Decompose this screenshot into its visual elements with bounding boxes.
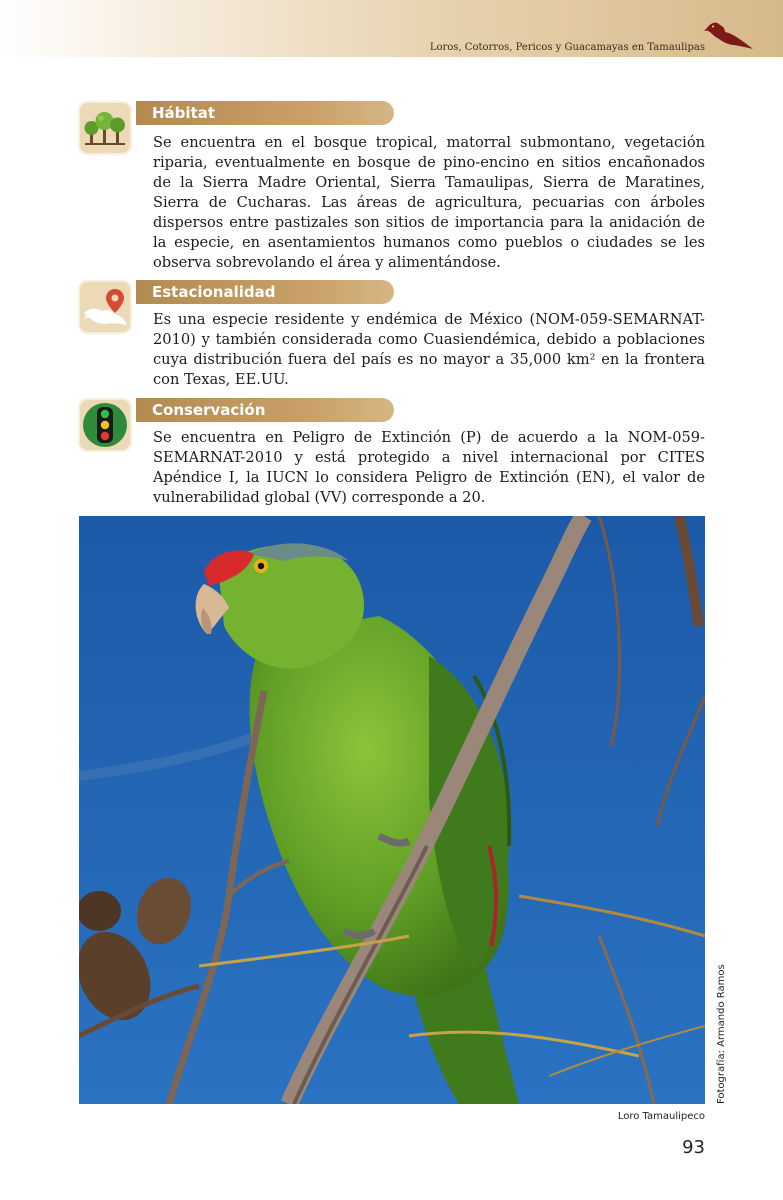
page-number: 93: [682, 1137, 705, 1158]
header-title: Loros, Cotorros, Pericos y Guacamayas en Tamaulipas: [429, 42, 705, 53]
section-title: Estacionalidad: [152, 283, 276, 301]
section-estacionalidad: [78, 280, 708, 395]
parrot-photo: [79, 516, 705, 1104]
section-title: Conservación: [152, 401, 266, 419]
section-conservacion: [78, 398, 708, 513]
section-body: Se encuentra en Peligro de Extinción (P) de acuerdo a la NOM-059-SEMARNAT-2010 y está protegido a nivel internacional por CITES Apéndice I, la IUCN lo considera Peligro de Extinción (EN), el valor de vulnerabilidad global (VV) corresponde a 20.: [153, 429, 705, 506]
section-body: Es una especie residente y endémica de México (NOM-059-SEMARNAT-2010) y también considerada como Cuasiendémica, debido a poblaciones cuya distribución fuera del país es no mayor a 35,000 km² en la frontera con Texas, EE.UU.: [153, 311, 705, 388]
page-header: [0, 0, 783, 57]
section-tab: [136, 101, 394, 125]
bird-location-icon: [78, 280, 132, 334]
section-body: Se encuentra en el bosque tropical, matorral submontano, vegetación riparia, eventualmente en bosque de pino-encino en sitios encañonados de la Sierra Madre Oriental, Sierra Tamaulipas, Sierra de Maratines, Sierra de Cucharas. Las áreas de agricultura, pecuarias con árboles dispersos entre pastizales son sitios de importancia para la anidación de la especie, en asentamientos humanos como pueblos o ciudades se les observa sobrevolando el área y alimentándose.: [153, 134, 705, 271]
section-habitat: [78, 101, 708, 276]
photo-caption: Loro Tamaulipeco: [617, 1111, 705, 1122]
section-tab: [136, 280, 394, 304]
section-tab: [136, 398, 394, 422]
section-title: Hábitat: [152, 104, 216, 122]
trees-icon: [78, 101, 132, 155]
traffic-light-icon: [78, 398, 132, 452]
photo-credit: Fotografía: Armando Ramos: [716, 964, 727, 1104]
parrot-silhouette-icon: [701, 18, 755, 54]
